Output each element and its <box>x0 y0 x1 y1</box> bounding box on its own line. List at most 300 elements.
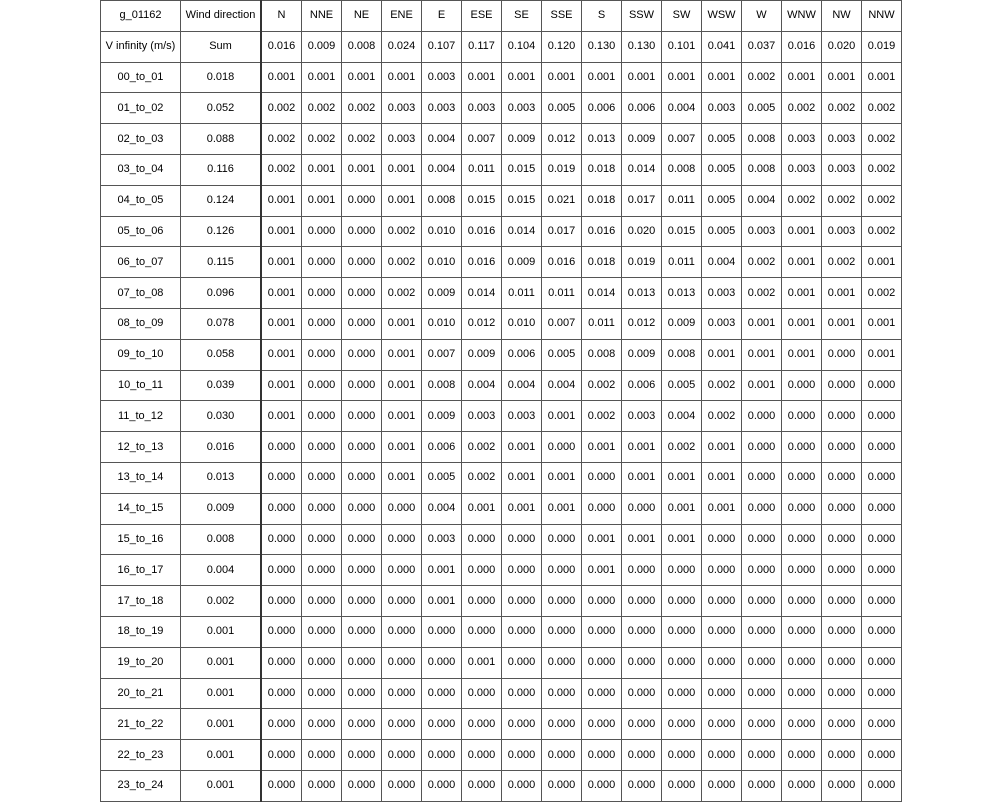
frequency-cell: 0.003 <box>462 93 502 124</box>
table-row <box>101 555 902 586</box>
table-row <box>101 770 902 801</box>
frequency-cell: 0.002 <box>261 124 302 155</box>
frequency-cell: 0.001 <box>382 432 422 463</box>
frequency-cell: 0.009 <box>502 124 542 155</box>
frequency-cell: 0.000 <box>342 586 382 617</box>
direction-sum-cell: 0.020 <box>822 31 862 62</box>
speed-bin-cell: 10_to_11 <box>101 370 181 401</box>
row-sum-cell: 0.013 <box>181 462 262 493</box>
row-sum-cell: 0.016 <box>181 432 262 463</box>
frequency-cell: 0.008 <box>742 154 782 185</box>
frequency-cell: 0.000 <box>302 524 342 555</box>
frequency-cell: 0.000 <box>542 678 582 709</box>
frequency-cell: 0.002 <box>742 247 782 278</box>
table-row <box>101 647 902 678</box>
frequency-cell: 0.001 <box>742 370 782 401</box>
frequency-cell: 0.000 <box>862 401 902 432</box>
frequency-cell: 0.002 <box>261 154 302 185</box>
frequency-cell: 0.001 <box>261 62 302 93</box>
frequency-cell: 0.001 <box>261 370 302 401</box>
frequency-cell: 0.006 <box>502 339 542 370</box>
speed-bin-cell: 06_to_07 <box>101 247 181 278</box>
frequency-cell: 0.014 <box>582 278 622 309</box>
frequency-cell: 0.000 <box>342 401 382 432</box>
table-row <box>101 462 902 493</box>
frequency-cell: 0.000 <box>302 555 342 586</box>
frequency-cell: 0.000 <box>622 770 662 801</box>
row-sum-cell: 0.052 <box>181 93 262 124</box>
frequency-cell: 0.000 <box>702 555 742 586</box>
frequency-cell: 0.000 <box>782 586 822 617</box>
frequency-cell: 0.000 <box>382 493 422 524</box>
frequency-cell: 0.000 <box>862 370 902 401</box>
frequency-cell: 0.001 <box>542 401 582 432</box>
frequency-cell: 0.002 <box>342 93 382 124</box>
corner-label: g_01162 <box>101 1 181 32</box>
frequency-cell: 0.009 <box>422 278 462 309</box>
frequency-cell: 0.001 <box>702 462 742 493</box>
row-sum-cell: 0.126 <box>181 216 262 247</box>
frequency-cell: 0.000 <box>862 493 902 524</box>
frequency-cell: 0.001 <box>261 185 302 216</box>
frequency-cell: 0.000 <box>782 524 822 555</box>
direction-header-cell: SE <box>502 1 542 32</box>
frequency-cell: 0.000 <box>422 770 462 801</box>
frequency-cell: 0.000 <box>582 462 622 493</box>
table-body <box>101 1 902 802</box>
frequency-cell: 0.007 <box>422 339 462 370</box>
table-row <box>101 678 902 709</box>
frequency-cell: 0.000 <box>462 770 502 801</box>
frequency-cell: 0.013 <box>662 278 702 309</box>
direction-sum-cell: 0.130 <box>582 31 622 62</box>
frequency-cell: 0.002 <box>302 93 342 124</box>
frequency-cell: 0.000 <box>782 370 822 401</box>
frequency-cell: 0.000 <box>622 678 662 709</box>
frequency-cell: 0.000 <box>782 493 822 524</box>
direction-sum-cell: 0.024 <box>382 31 422 62</box>
frequency-cell: 0.001 <box>862 247 902 278</box>
frequency-cell: 0.000 <box>742 462 782 493</box>
frequency-cell: 0.005 <box>702 124 742 155</box>
table-row <box>101 370 902 401</box>
frequency-cell: 0.000 <box>462 740 502 771</box>
frequency-cell: 0.016 <box>462 247 502 278</box>
frequency-cell: 0.011 <box>582 308 622 339</box>
direction-header: Wind direction <box>181 1 262 32</box>
frequency-cell: 0.003 <box>622 401 662 432</box>
frequency-cell: 0.014 <box>622 154 662 185</box>
frequency-cell: 0.005 <box>742 93 782 124</box>
frequency-cell: 0.001 <box>542 462 582 493</box>
frequency-cell: 0.000 <box>261 647 302 678</box>
speed-bin-cell: 09_to_10 <box>101 339 181 370</box>
frequency-cell: 0.007 <box>542 308 582 339</box>
frequency-cell: 0.001 <box>782 339 822 370</box>
frequency-cell: 0.000 <box>342 647 382 678</box>
frequency-cell: 0.000 <box>742 709 782 740</box>
frequency-cell: 0.000 <box>382 647 422 678</box>
frequency-cell: 0.002 <box>382 216 422 247</box>
frequency-cell: 0.000 <box>502 586 542 617</box>
row-sum-cell: 0.002 <box>181 586 262 617</box>
frequency-cell: 0.000 <box>302 432 342 463</box>
frequency-cell: 0.002 <box>822 185 862 216</box>
speed-bin-cell: 02_to_03 <box>101 124 181 155</box>
frequency-cell: 0.001 <box>261 278 302 309</box>
direction-header-cell: ENE <box>382 1 422 32</box>
frequency-cell: 0.000 <box>742 401 782 432</box>
frequency-cell: 0.000 <box>862 740 902 771</box>
frequency-cell: 0.001 <box>382 370 422 401</box>
frequency-cell: 0.000 <box>662 709 702 740</box>
speed-bin-cell: 12_to_13 <box>101 432 181 463</box>
frequency-cell: 0.000 <box>302 308 342 339</box>
frequency-cell: 0.004 <box>662 401 702 432</box>
direction-sum-cell: 0.009 <box>302 31 342 62</box>
frequency-cell: 0.000 <box>822 770 862 801</box>
frequency-cell: 0.009 <box>622 124 662 155</box>
row-sum-cell: 0.058 <box>181 339 262 370</box>
frequency-cell: 0.000 <box>542 616 582 647</box>
row-sum-cell: 0.001 <box>181 678 262 709</box>
direction-header-cell: SSW <box>622 1 662 32</box>
frequency-cell: 0.002 <box>302 124 342 155</box>
row-sum-cell: 0.001 <box>181 740 262 771</box>
frequency-cell: 0.000 <box>702 524 742 555</box>
frequency-cell: 0.000 <box>261 740 302 771</box>
frequency-cell: 0.000 <box>742 770 782 801</box>
table-row <box>101 278 902 309</box>
row-sum-cell: 0.116 <box>181 154 262 185</box>
frequency-cell: 0.001 <box>822 62 862 93</box>
frequency-cell: 0.001 <box>382 62 422 93</box>
frequency-cell: 0.001 <box>782 216 822 247</box>
frequency-cell: 0.000 <box>462 586 502 617</box>
frequency-cell: 0.000 <box>702 678 742 709</box>
frequency-cell: 0.002 <box>582 370 622 401</box>
frequency-cell: 0.001 <box>422 555 462 586</box>
frequency-cell: 0.000 <box>782 401 822 432</box>
direction-header-cell: NE <box>342 1 382 32</box>
row-sum-cell: 0.018 <box>181 62 262 93</box>
frequency-cell: 0.011 <box>502 278 542 309</box>
direction-header-cell: SSE <box>542 1 582 32</box>
frequency-cell: 0.001 <box>782 308 822 339</box>
frequency-cell: 0.002 <box>382 247 422 278</box>
row-sum-cell: 0.001 <box>181 647 262 678</box>
frequency-cell: 0.003 <box>502 93 542 124</box>
direction-sum-cell: 0.104 <box>502 31 542 62</box>
frequency-cell: 0.000 <box>742 432 782 463</box>
frequency-cell: 0.004 <box>422 154 462 185</box>
frequency-cell: 0.000 <box>622 740 662 771</box>
frequency-cell: 0.001 <box>502 432 542 463</box>
frequency-cell: 0.016 <box>542 247 582 278</box>
frequency-cell: 0.002 <box>862 154 902 185</box>
frequency-cell: 0.001 <box>462 647 502 678</box>
frequency-cell: 0.000 <box>862 616 902 647</box>
speed-bin-cell: 07_to_08 <box>101 278 181 309</box>
frequency-cell: 0.000 <box>302 647 342 678</box>
speed-bin-cell: 13_to_14 <box>101 462 181 493</box>
frequency-cell: 0.001 <box>702 432 742 463</box>
frequency-cell: 0.000 <box>862 770 902 801</box>
table-row <box>101 709 902 740</box>
frequency-cell: 0.009 <box>462 339 502 370</box>
frequency-cell: 0.001 <box>502 462 542 493</box>
frequency-cell: 0.000 <box>342 185 382 216</box>
frequency-cell: 0.001 <box>862 62 902 93</box>
frequency-cell: 0.000 <box>862 462 902 493</box>
frequency-cell: 0.001 <box>742 308 782 339</box>
frequency-cell: 0.005 <box>542 93 582 124</box>
frequency-cell: 0.001 <box>582 524 622 555</box>
table-row <box>101 308 902 339</box>
speed-bin-cell: 19_to_20 <box>101 647 181 678</box>
frequency-cell: 0.000 <box>582 647 622 678</box>
frequency-cell: 0.000 <box>542 555 582 586</box>
frequency-cell: 0.000 <box>782 678 822 709</box>
frequency-cell: 0.000 <box>822 740 862 771</box>
frequency-cell: 0.000 <box>342 770 382 801</box>
frequency-cell: 0.000 <box>302 616 342 647</box>
row-sum-cell: 0.030 <box>181 401 262 432</box>
frequency-cell: 0.000 <box>382 740 422 771</box>
frequency-cell: 0.000 <box>502 709 542 740</box>
row-sum-cell: 0.039 <box>181 370 262 401</box>
frequency-cell: 0.000 <box>582 770 622 801</box>
frequency-cell: 0.000 <box>261 678 302 709</box>
frequency-cell: 0.000 <box>782 647 822 678</box>
frequency-cell: 0.016 <box>462 216 502 247</box>
frequency-cell: 0.000 <box>261 432 302 463</box>
direction-sum-cell: 0.101 <box>662 31 702 62</box>
frequency-cell: 0.015 <box>662 216 702 247</box>
frequency-cell: 0.000 <box>862 432 902 463</box>
frequency-cell: 0.001 <box>382 185 422 216</box>
frequency-cell: 0.000 <box>382 586 422 617</box>
speed-bin-cell: 01_to_02 <box>101 93 181 124</box>
frequency-cell: 0.000 <box>302 278 342 309</box>
frequency-cell: 0.003 <box>422 524 462 555</box>
frequency-cell: 0.000 <box>342 339 382 370</box>
frequency-cell: 0.011 <box>662 247 702 278</box>
header-row <box>101 1 902 32</box>
frequency-cell: 0.020 <box>622 216 662 247</box>
speed-label: V infinity (m/s) <box>101 31 181 62</box>
frequency-cell: 0.001 <box>782 62 822 93</box>
table-row <box>101 493 902 524</box>
frequency-cell: 0.001 <box>782 247 822 278</box>
speed-bin-cell: 04_to_05 <box>101 185 181 216</box>
frequency-cell: 0.003 <box>822 154 862 185</box>
frequency-cell: 0.000 <box>542 770 582 801</box>
direction-sum-cell: 0.037 <box>742 31 782 62</box>
frequency-cell: 0.000 <box>502 740 542 771</box>
frequency-cell: 0.000 <box>622 647 662 678</box>
table-row <box>101 247 902 278</box>
frequency-cell: 0.000 <box>382 616 422 647</box>
frequency-cell: 0.000 <box>502 524 542 555</box>
row-sum-cell: 0.001 <box>181 709 262 740</box>
frequency-cell: 0.000 <box>502 616 542 647</box>
frequency-cell: 0.000 <box>302 247 342 278</box>
frequency-cell: 0.003 <box>502 401 542 432</box>
frequency-cell: 0.003 <box>822 124 862 155</box>
frequency-cell: 0.001 <box>261 216 302 247</box>
frequency-cell: 0.010 <box>502 308 542 339</box>
table-row <box>101 124 902 155</box>
frequency-cell: 0.000 <box>622 616 662 647</box>
frequency-cell: 0.001 <box>302 185 342 216</box>
frequency-cell: 0.004 <box>422 124 462 155</box>
frequency-cell: 0.000 <box>662 678 702 709</box>
frequency-cell: 0.000 <box>782 432 822 463</box>
frequency-cell: 0.010 <box>422 216 462 247</box>
frequency-cell: 0.009 <box>502 247 542 278</box>
frequency-cell: 0.001 <box>622 524 662 555</box>
frequency-cell: 0.000 <box>502 647 542 678</box>
frequency-cell: 0.002 <box>702 401 742 432</box>
frequency-cell: 0.000 <box>622 493 662 524</box>
frequency-cell: 0.000 <box>742 616 782 647</box>
frequency-cell: 0.000 <box>782 770 822 801</box>
frequency-cell: 0.001 <box>302 154 342 185</box>
frequency-cell: 0.013 <box>622 278 662 309</box>
frequency-cell: 0.000 <box>422 709 462 740</box>
frequency-cell: 0.004 <box>422 493 462 524</box>
frequency-cell: 0.000 <box>582 493 622 524</box>
direction-header-cell: WSW <box>702 1 742 32</box>
frequency-cell: 0.000 <box>342 678 382 709</box>
frequency-cell: 0.000 <box>662 740 702 771</box>
frequency-cell: 0.000 <box>302 401 342 432</box>
frequency-cell: 0.001 <box>542 493 582 524</box>
frequency-cell: 0.001 <box>302 62 342 93</box>
wind-frequency-table-container <box>100 0 902 802</box>
table-row <box>101 586 902 617</box>
frequency-cell: 0.012 <box>462 308 502 339</box>
frequency-cell: 0.002 <box>862 93 902 124</box>
frequency-cell: 0.005 <box>702 216 742 247</box>
frequency-cell: 0.000 <box>542 524 582 555</box>
sum-row <box>101 31 902 62</box>
frequency-cell: 0.003 <box>742 216 782 247</box>
frequency-cell: 0.001 <box>582 62 622 93</box>
frequency-cell: 0.005 <box>702 154 742 185</box>
direction-sum-cell: 0.107 <box>422 31 462 62</box>
frequency-cell: 0.001 <box>462 62 502 93</box>
direction-header-cell: W <box>742 1 782 32</box>
frequency-cell: 0.000 <box>822 401 862 432</box>
frequency-cell: 0.000 <box>822 493 862 524</box>
frequency-cell: 0.000 <box>261 493 302 524</box>
frequency-cell: 0.010 <box>422 247 462 278</box>
frequency-cell: 0.000 <box>862 709 902 740</box>
frequency-cell: 0.000 <box>742 555 782 586</box>
frequency-cell: 0.000 <box>782 740 822 771</box>
frequency-cell: 0.002 <box>862 185 902 216</box>
frequency-cell: 0.000 <box>342 493 382 524</box>
frequency-cell: 0.004 <box>742 185 782 216</box>
frequency-cell: 0.000 <box>782 462 822 493</box>
frequency-cell: 0.000 <box>542 740 582 771</box>
frequency-cell: 0.000 <box>462 616 502 647</box>
frequency-cell: 0.000 <box>502 770 542 801</box>
frequency-cell: 0.002 <box>261 93 302 124</box>
frequency-cell: 0.000 <box>422 616 462 647</box>
frequency-cell: 0.003 <box>822 216 862 247</box>
frequency-cell: 0.000 <box>822 370 862 401</box>
frequency-cell: 0.015 <box>502 185 542 216</box>
speed-bin-cell: 15_to_16 <box>101 524 181 555</box>
row-sum-cell: 0.124 <box>181 185 262 216</box>
speed-bin-cell: 17_to_18 <box>101 586 181 617</box>
frequency-cell: 0.000 <box>342 740 382 771</box>
frequency-cell: 0.000 <box>342 308 382 339</box>
speed-bin-cell: 23_to_24 <box>101 770 181 801</box>
row-sum-cell: 0.009 <box>181 493 262 524</box>
row-sum-cell: 0.001 <box>181 770 262 801</box>
frequency-cell: 0.005 <box>542 339 582 370</box>
frequency-cell: 0.000 <box>342 462 382 493</box>
frequency-cell: 0.001 <box>462 493 502 524</box>
frequency-cell: 0.000 <box>302 462 342 493</box>
frequency-cell: 0.000 <box>582 709 622 740</box>
frequency-cell: 0.000 <box>622 586 662 617</box>
frequency-cell: 0.004 <box>542 370 582 401</box>
table-row <box>101 524 902 555</box>
row-sum-cell: 0.088 <box>181 124 262 155</box>
direction-sum-cell: 0.117 <box>462 31 502 62</box>
frequency-cell: 0.000 <box>542 432 582 463</box>
frequency-cell: 0.001 <box>382 401 422 432</box>
frequency-cell: 0.011 <box>662 185 702 216</box>
frequency-cell: 0.001 <box>382 154 422 185</box>
frequency-cell: 0.000 <box>261 462 302 493</box>
frequency-cell: 0.001 <box>382 462 422 493</box>
frequency-cell: 0.002 <box>462 462 502 493</box>
frequency-cell: 0.000 <box>862 555 902 586</box>
frequency-cell: 0.001 <box>662 462 702 493</box>
frequency-cell: 0.003 <box>382 124 422 155</box>
frequency-cell: 0.003 <box>422 93 462 124</box>
sum-label: Sum <box>181 31 262 62</box>
frequency-cell: 0.014 <box>462 278 502 309</box>
frequency-cell: 0.018 <box>582 185 622 216</box>
speed-bin-cell: 00_to_01 <box>101 62 181 93</box>
frequency-cell: 0.003 <box>702 278 742 309</box>
frequency-cell: 0.002 <box>782 93 822 124</box>
frequency-cell: 0.000 <box>342 247 382 278</box>
frequency-cell: 0.000 <box>261 709 302 740</box>
frequency-cell: 0.003 <box>782 154 822 185</box>
frequency-cell: 0.000 <box>342 370 382 401</box>
frequency-cell: 0.002 <box>742 62 782 93</box>
table-row <box>101 185 902 216</box>
direction-sum-cell: 0.016 <box>782 31 822 62</box>
frequency-cell: 0.000 <box>782 709 822 740</box>
speed-bin-cell: 11_to_12 <box>101 401 181 432</box>
frequency-cell: 0.000 <box>742 493 782 524</box>
frequency-cell: 0.000 <box>382 524 422 555</box>
wind-frequency-table <box>100 0 902 802</box>
frequency-cell: 0.015 <box>462 185 502 216</box>
frequency-cell: 0.000 <box>742 524 782 555</box>
direction-sum-cell: 0.120 <box>542 31 582 62</box>
frequency-cell: 0.003 <box>782 124 822 155</box>
